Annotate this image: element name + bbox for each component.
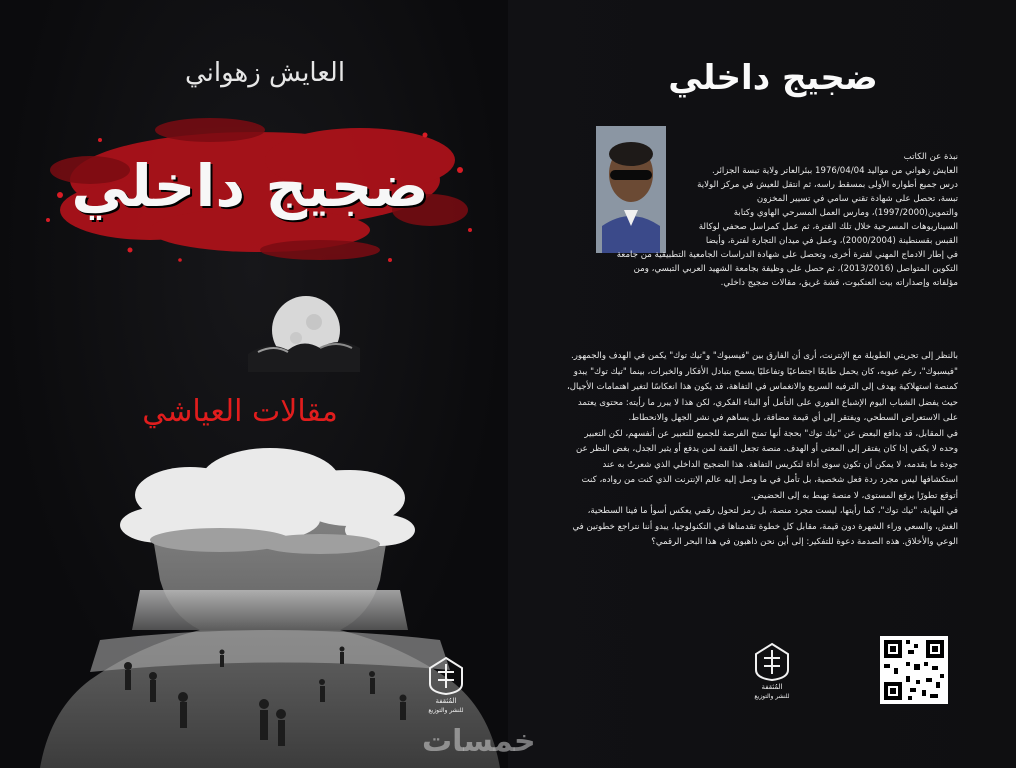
back-body-text [566,349,958,551]
body-paragraph: بالنظر إلى تجربتي الطويلة مع الإنترنت، أرى أن الفارق بين "فيسبوك" و"تيك توك" يكمن في الهدف والجمهور. "فيسبوك"، رغم عيوبه، كان يحمل طابعًا اجتماعيًا وتفاعليًا يسمح بتبادل الأفكار والخبرات، بينما "تيك توك" يبدو كمنصة استهلاكية يهدف إلى الترفيه السريع والانغماس في التفاهة، قد يكون هذا انعكاسًا لتغير اهتمامات الأجيال، حيث يفضل الشباب اليوم الإشباع الفوري على التأمل أو البناء الفكري، لكن هذا لا يبرر ما رأيته: محتوى يعتمد على الاستعراض السطحي، ويفتقر إلى أي قيمة مضافة، بل يساهم في نشر الجهل والانحطاط. [566,351,958,423]
head-clouds-beach-illustration [40,440,500,768]
back-title: ضجيج داخلي [668,58,878,98]
publisher-tagline-front: للنشر والتوزيع [428,707,464,714]
bio-line: في إطار الادماج المهني لفترة أخرى، وتحصل على شهادة الدراسات الجامعية التطبيقية من جامعة [616,250,958,260]
bio-line: السيناريوهات المسرحية خلال تلك الفترة، ثم عمل كمراسل صحفي لوكالة [698,222,958,232]
author-bio [566,150,958,290]
bio-line: العايش زهواني من مواليد 1976/04/04 ببئرالعاتر ولاية تبسة الجزائر. [712,166,958,176]
front-subtitle: مقالات العياشي [142,394,338,429]
publisher-name-front: المُثقفة [435,697,457,705]
publisher-logo-front [420,654,472,714]
bio-line: والتموين(1997/2000)، ومارس العمل المسرحي الهاوي وكتابة [733,208,958,218]
bio-line: القبس بقسنطينة (2000/2004)، وعمل في ميدان التجارة لفترة، وأيضا [705,236,958,246]
publisher-logo-back [746,640,798,700]
bio-line: درس جميع أطواره الأولى بمسقط راسه، ثم انتقل للعيش في مركز الولاية [697,180,958,190]
front-title: ضجيج داخلي [71,152,429,220]
publisher-tagline-back: للنشر والتوزيع [754,693,790,700]
bio-line: التكوين المتواصل (2013/2016)، ثم حصل على وظيفة بجامعة الشهيد العربي التبسي، ومن [633,264,958,274]
body-paragraph: في النهاية، "تيك توك"، كما رأيتها، ليست مجرد منصة، بل رمز لتحول رقمي يعكس أسوأ ما فينا السطحية، الغش، والسعي وراء الشهرة دون قيمة، مقابل كل خطوة تقدمناها في التكنولوجيا، يبدو أننا نتراجع خطوتين في الوعي والأخلاق. هذه الصدمة دعوة للتفكير: إلى أين نحن ذاهبون في هذا البحر الرقمي؟ [572,506,958,547]
publisher-name-back: المُثقفة [761,683,783,691]
bio-line: تبسة، تحصل على شهادة تقني سامي في تسيير المخزون [756,194,958,204]
back-cover [508,0,1016,768]
watermark-text: خمسات [422,724,536,759]
front-author-name: العايش زهواني [184,58,346,88]
bio-line: مؤلفاته وإصداراته بيت العنكبوت، قشة غريق، مقالات ضجيج داخلي. [720,278,958,288]
bio-heading: نبذة عن الكاتب [903,152,958,162]
qr-code [880,636,948,704]
body-paragraph: في المقابل، قد يدافع البعض عن "تيك توك" بحجة أنها تمنح الفرصة للجميع للتعبير عن أنفسهم، لكن التعبير وحده لا يكفي إذا كان يفتقر إلى المعنى أو الهدف. منصة تجعل القمة لمن يدفع أو يثير الجدل، بغض النظر عن جودة ما يقدمه، لا يمكن أن تكون سوى أداة لتكريس التفاهة. هذا الضجيج الداخلي الذي شعرتُ به عند استكشافها ليس مجرد ردة فعل شخصية، بل تأمل في ما وصل إليه عالم الإنترنت الذي كنت من رواده، كنت أتوقع تطورًا يرفع المستوى، لا منصة تهبط به إلى الحضيض. [576,428,958,501]
moon-clouds-image [248,292,360,372]
